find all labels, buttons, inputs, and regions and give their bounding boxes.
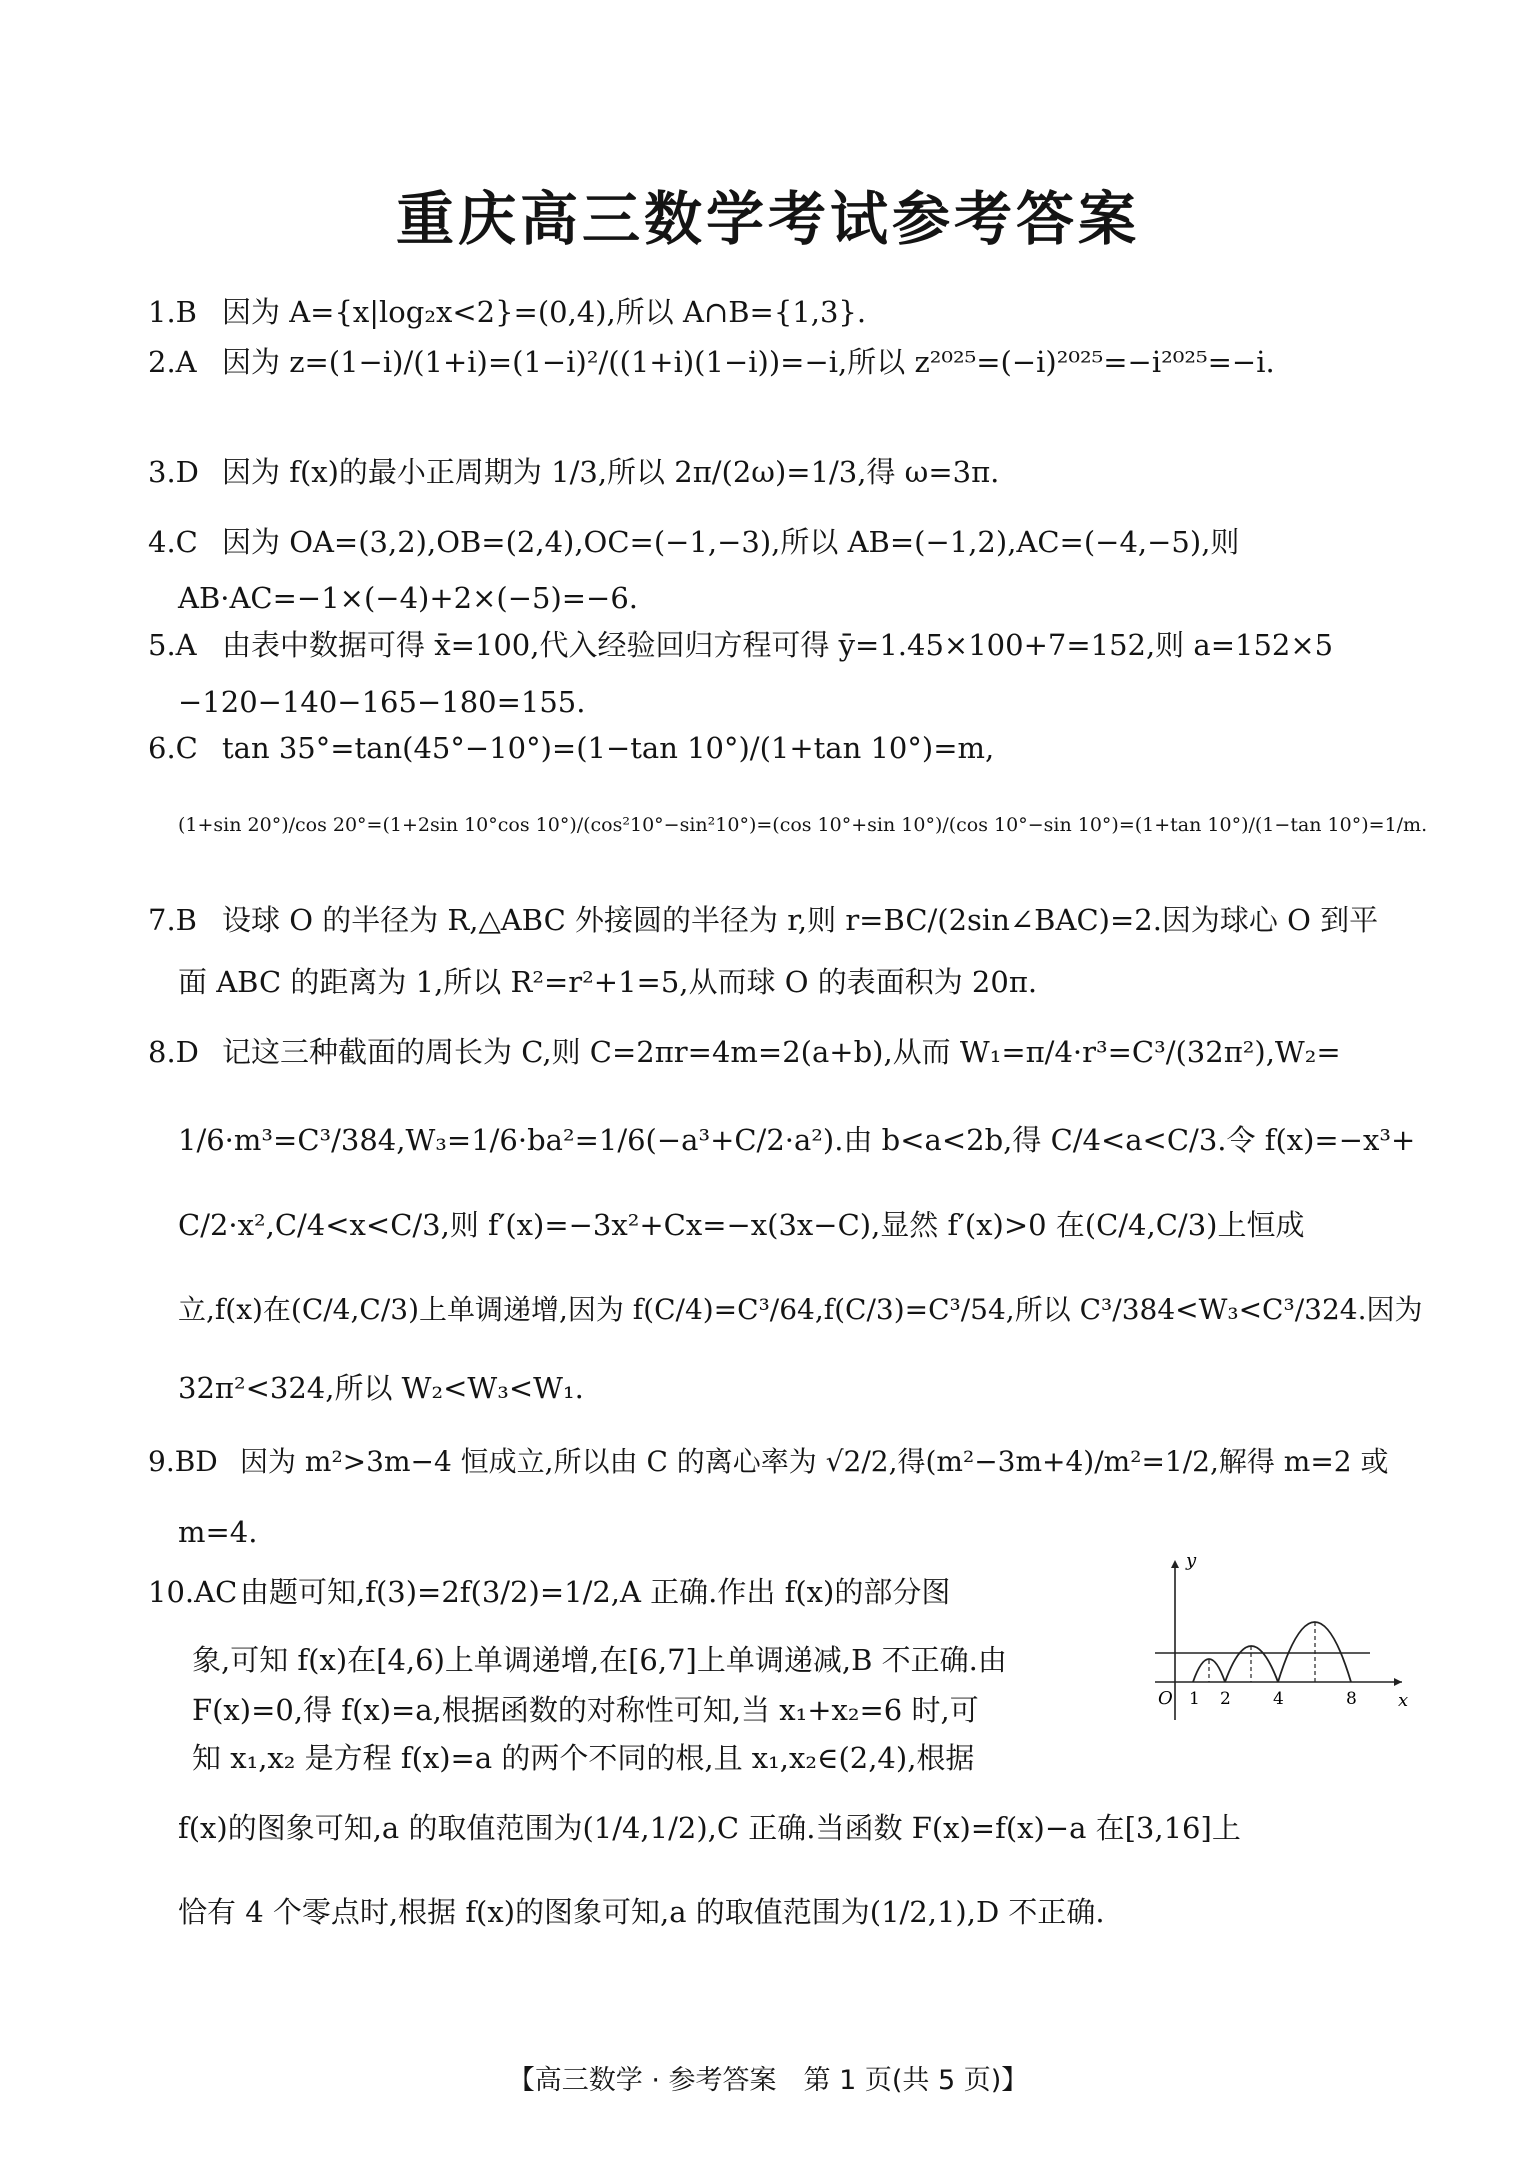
answer-text: 知 x₁,x₂ 是方程 f(x)=a 的两个不同的根,且 x₁,x₂∈(2,4),根据 <box>192 1741 975 1775</box>
answer-text: 记这三种截面的周长为 C,则 C=2πr=4m=2(a+b),从而 W₁=π/4·r³=C³/(32π²),W₂= <box>222 1035 1341 1069</box>
answer-line <box>178 1290 1438 1330</box>
answer-line <box>178 1892 1438 1932</box>
answer-text: m=4. <box>178 1515 258 1549</box>
answer-line <box>178 1368 1438 1408</box>
answer-text: tan 35°=tan(45°−10°)=(1−tan 10°)/(1+tan 10°)=m, <box>222 731 995 765</box>
answer-line <box>192 1640 1152 1680</box>
answer-line <box>148 625 1408 665</box>
answer-text: 1/6·m³=C³/384,W₃=1/6·ba²=1/6(−a³+C/2·a²).由 b<a<2b,得 C/4<a<C/3.令 f(x)=−x³+ <box>178 1123 1416 1157</box>
answer-line <box>178 962 1438 1002</box>
answer-text: 恰有 4 个零点时,根据 f(x)的图象可知,a 的取值范围为(1/2,1),D 不正确. <box>178 1895 1105 1929</box>
answer-text: 面 ABC 的距离为 1,所以 R²=r²+1=5,从而球 O 的表面积为 20π. <box>178 965 1038 999</box>
answer-line <box>148 452 1408 492</box>
answer-text: −120−140−165−180=155. <box>178 685 586 719</box>
answer-text: 由题可知,f(3)=2f(3/2)=1/2,A 正确.作出 f(x)的部分图 <box>240 1575 951 1609</box>
answer-line <box>148 728 1408 768</box>
y-axis-arrow <box>1171 1560 1179 1568</box>
answer-line <box>148 1572 1108 1612</box>
answer-text: (1+sin 20°)/cos 20°=(1+2sin 10°cos 10°)/(cos²10°−sin²10°)=(cos 10°+sin 10°)/(cos 10°−sin 10°)=(1+tan 10°)/(1−tan 10°)=1/m. <box>178 814 1428 836</box>
tick-label: 8 <box>1346 1689 1357 1709</box>
answer-text: 立,f(x)在(C/4,C/3)上单调递增,因为 f(C/4)=C³/64,f(C/3)=C³/54,所以 C³/384<W₃<C³/324.因为 <box>178 1293 1423 1326</box>
answer-line <box>192 1738 1152 1778</box>
answer-text: 因为 OA=(3,2),OB=(2,4),OC=(−1,−3),所以 AB=(−1,2),AC=(−4,−5),则 <box>222 525 1240 559</box>
answer-line <box>148 1032 1408 1072</box>
answer-number: 7.B <box>148 903 197 937</box>
answer-number: 8.D <box>148 1035 199 1069</box>
answer-line <box>178 1205 1438 1245</box>
answer-text: f(x)的图象可知,a 的取值范围为(1/4,1/2),C 正确.当函数 F(x)=f(x)−a 在[3,16]上 <box>178 1811 1241 1845</box>
answer-line <box>178 578 1438 618</box>
y-label: y <box>1186 1552 1197 1571</box>
answer-number: 10.AC <box>148 1575 238 1609</box>
answer-text: 因为 A={x|log₂x<2}=(0,4),所以 A∩B={1,3}. <box>222 295 867 329</box>
tick-label: 4 <box>1273 1689 1284 1709</box>
x-label: x <box>1398 1690 1409 1711</box>
page-footer: 【高三数学 · 参考答案 第 1 页(共 5 页)】 <box>507 2065 1029 2096</box>
answer-number: 5.A <box>148 628 197 662</box>
answer-text: 因为 m²>3m−4 恒成立,所以由 C 的离心率为 √2/2,得(m²−3m+4)/m²=1/2,解得 m=2 或 <box>240 1445 1389 1478</box>
answer-text: 象,可知 f(x)在[4,6)上单调递增,在[6,7]上单调递减,B 不正确.由 <box>192 1643 1007 1677</box>
answer-text: 因为 f(x)的最小正周期为 1/3,所以 2π/(2ω)=1/3,得 ω=3π. <box>222 455 1000 489</box>
answer-number: 4.C <box>148 525 198 559</box>
answer-line <box>148 342 1408 382</box>
origin-label: O <box>1158 1688 1173 1709</box>
tick-label: 2 <box>1220 1689 1231 1709</box>
page-title: 重庆高三数学考试参考答案 <box>395 185 1140 253</box>
answer-text: 因为 z=(1−i)/(1+i)=(1−i)²/((1+i)(1−i))=−i,所以 z²⁰²⁵=(−i)²⁰²⁵=−i²⁰²⁵=−i. <box>222 345 1275 379</box>
answer-line <box>178 1120 1438 1160</box>
answer-text: 设球 O 的半径为 R,△ABC 外接圆的半径为 r,则 r=BC/(2sin∠BAC)=2.因为球心 O 到平 <box>222 903 1379 937</box>
answer-text: C/2·x²,C/4<x<C/3,则 f′(x)=−3x²+Cx=−x(3x−C),显然 f′(x)>0 在(C/4,C/3)上恒成 <box>178 1208 1305 1242</box>
function-graph <box>1140 1552 1410 1727</box>
answer-line <box>178 1808 1438 1848</box>
answer-text: AB·AC=−1×(−4)+2×(−5)=−6. <box>178 581 639 615</box>
answer-number: 2.A <box>148 345 197 379</box>
answer-number: 9.BD <box>148 1445 218 1478</box>
answer-line <box>178 805 1438 845</box>
answer-text: 32π²<324,所以 W₂<W₃<W₁. <box>178 1371 584 1405</box>
answer-text: 由表中数据可得 x̄=100,代入经验回归方程可得 ȳ=1.45×100+7=152,则 a=152×5 <box>222 628 1334 662</box>
answer-line <box>178 1512 1438 1552</box>
answer-line <box>148 292 1408 332</box>
answer-text: F(x)=0,得 f(x)=a,根据函数的对称性可知,当 x₁+x₂=6 时,可 <box>192 1693 979 1727</box>
answer-line <box>148 900 1408 940</box>
x-axis-arrow <box>1394 1678 1402 1686</box>
answer-line <box>148 522 1408 562</box>
answer-line <box>192 1690 1152 1730</box>
answer-line <box>148 1442 1408 1482</box>
answer-number: 1.B <box>148 295 197 329</box>
tick-label: 1 <box>1189 1689 1200 1709</box>
answer-number: 6.C <box>148 731 198 765</box>
answer-line <box>178 682 1438 722</box>
answer-number: 3.D <box>148 455 199 489</box>
